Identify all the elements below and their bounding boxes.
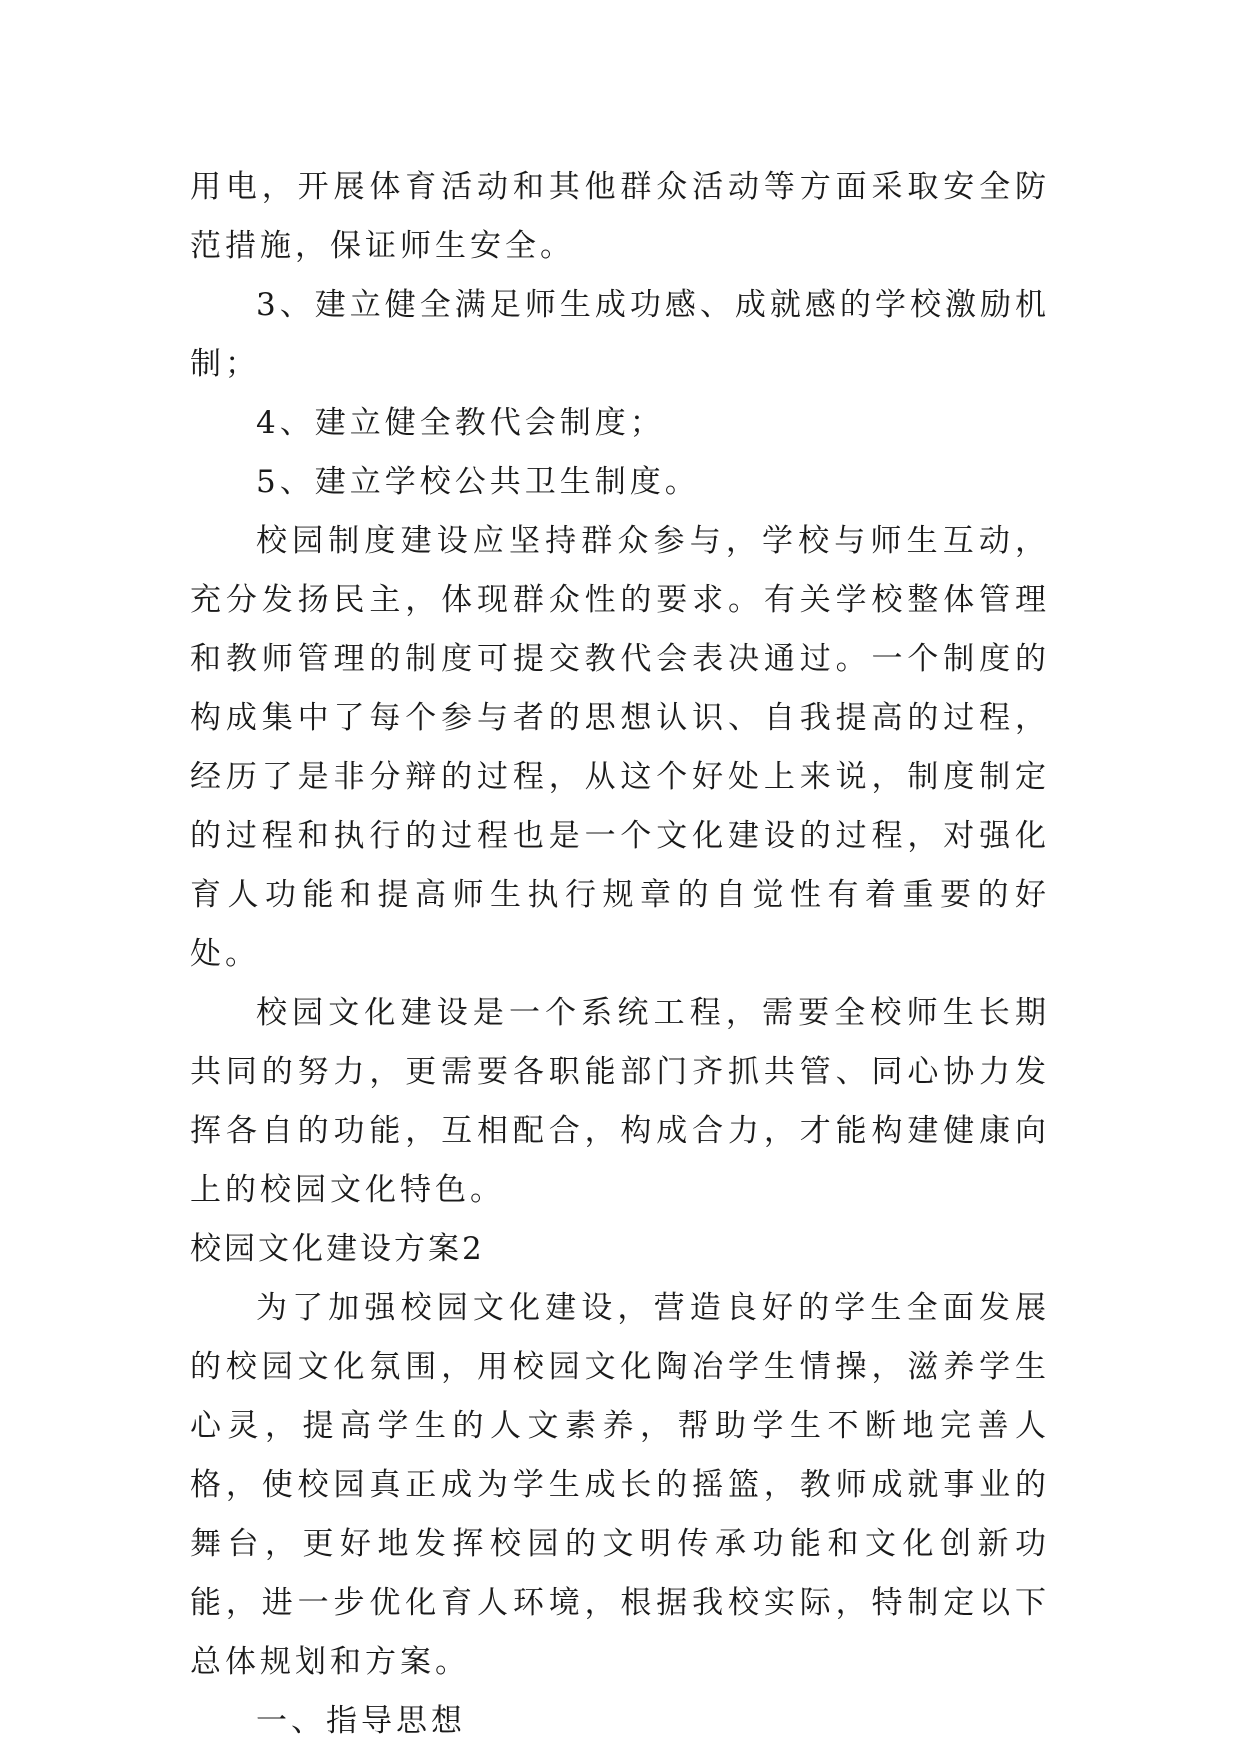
document-body: [190, 158, 1050, 1751]
list-item-public-health: 5、建立学校公共卫生制度。: [256, 464, 700, 500]
list-item-staff-congress: 4、建立健全教代会制度；: [256, 405, 665, 441]
section-heading: 校园文化建设方案2: [190, 1231, 485, 1267]
paragraph-system-engineering: 校园文化建设是一个系统工程，需要全校师生长期共同的努力，更需要各职能部门齐抓共管、同心协力发挥各自的功能，互相配合，构成合力，才能构建健康向上的校园文化特色。: [190, 995, 1050, 1208]
list-item-incentive-mechanism: 3、建立健全满足师生成功感、成就感的学校激励机制；: [190, 287, 1050, 382]
paragraph-purpose: 为了加强校园文化建设，营造良好的学生全面发展的校园文化氛围，用校园文化陶冶学生情操，滋养学生心灵，提高学生的人文素养，帮助学生不断地完善人格，使校园真正成为学生成长的摇篮，教师成就事业的舞台，更好地发挥校园的文明传承功能和文化创新功能，进一步优化育人环境，根据我校实际，特制定以下总体规划和方案。: [190, 1290, 1050, 1680]
paragraph-safety-measures: 用电，开展体育活动和其他群众活动等方面采取安全防范措施，保证师生安全。: [190, 169, 1050, 264]
paragraph-system-building: 校园制度建设应坚持群众参与，学校与师生互动，充分发扬民主，体现群众性的要求。有关学校整体管理和教师管理的制度可提交教代会表决通过。一个制度的构成集中了每个参与者的思想认识、自我提高的过程，经历了是非分辩的过程，从这个好处上来说，制度制定的过程和执行的过程也是一个文化建设的过程，对强化育人功能和提高师生执行规章的自觉性有着重要的好处。: [190, 523, 1050, 972]
subheading-guiding-ideology: 一、指导思想: [256, 1703, 466, 1739]
